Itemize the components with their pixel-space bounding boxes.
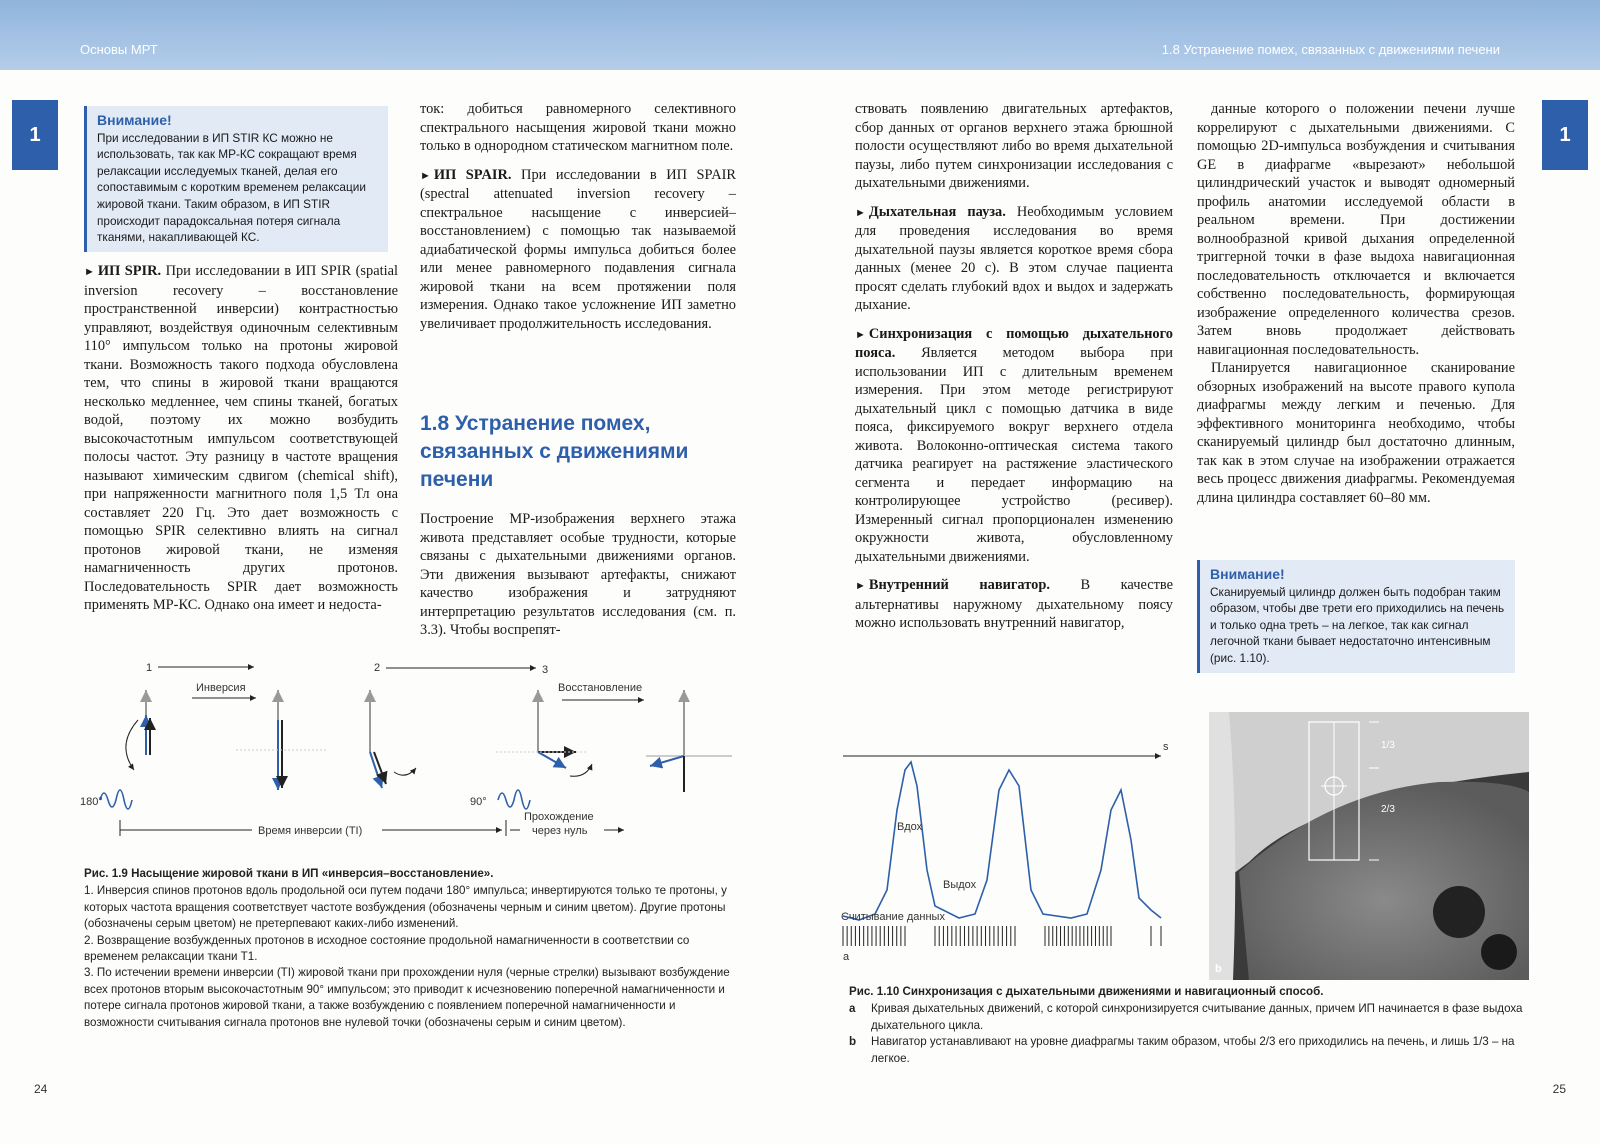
caption-item-b [849, 1034, 1529, 1067]
caption-letter: a [849, 1002, 856, 1016]
right-page [799, 0, 1600, 1144]
spir-text: При исследовании в ИП SPIR (spatial inversion recovery – восстановление пространственной инверсии) контрастностью управляют, воздействуя одиночным селективным 110° импульсом только на протоны жировой ткани. Возможность такого подхода обусловлена тем, что спины в жировой ткани вращаются несколько медленнее, чем спины тканей, богатых водой, поэтому их можно возбудить высокочастотным импульсом соответствующей полосы частот. Эту разницу в частоте вращения называют химическим сдвигом (chemical shift), при напряженности магнитного поля 1,5 Тл она составляет 220 Гц. Это дает возможность с помощью SPIR селективно влиять на сигнал протонов жировой ткани, не изменяя намагниченность других протонов. Последовательность SPIR дает возможность применять МР-КС. Однако она имеет и недоста- [84, 263, 398, 613]
navigator-mri-image [1209, 712, 1529, 980]
left-page [0, 0, 799, 1144]
blue-spin-arrow [538, 752, 566, 768]
navigator-heading: Внутренний навигатор. [868, 577, 1050, 593]
zero-label-2: через нуль [532, 825, 588, 837]
third-label: 1/3 [1381, 740, 1395, 751]
vessel [1433, 886, 1485, 938]
col2-paragraph-1: данные которого о положении печени лучше коррелируют с дыхательными движениями. С помощью 2D-импульса возбуждения и считывания GE в диафрагме «вырезают» небольшой цилиндрический участок и выводят одномерный профиль анатомии исследуемой области в реальном времени. При достижении волнообразной кривой дыхания определенной триггерной точки в фазе выдоха навигационная последовательность отключается и включается собственно последовательность, формирующая изображение определенного количества срезов. Затем вновь продолжает действовать навигационная последовательность. [1197, 101, 1515, 358]
warning-title: Внимание! [1210, 566, 1285, 582]
breathing-waveform [843, 762, 1161, 920]
readout-bars [843, 926, 1161, 946]
col2-paragraph-2: Планируется навигационное сканирование обзорных изображений на высоте правого купола диафрагмы между легким и печенью. Для эффективного мониторинга необходимо, чтобы сканируемый цилиндр был достаточно длинным, так как в этом случае на изображении отражается весь процесс движения диафрагмы. Рекомендуемая длина цилиндра составляет 60–80 мм. [1197, 360, 1515, 506]
warning-box [84, 106, 388, 252]
section-body [420, 510, 736, 650]
triangle-bullet-icon: ► [420, 169, 431, 182]
caption-item-1: 1. Инверсия спинов протонов вдоль продольной оси путем подачи 180° импульса; инвертируются только те протоны, у которых частота вращения соответствует частоте возбуждения (обозначены черным и синим цветом). Другие протоны (обозначены серым цветом) не претерпевают каких-либо изменений. [84, 884, 727, 931]
page-number-left: 24 [34, 1082, 48, 1096]
triangle-bullet-icon: ► [855, 328, 866, 341]
inhale-label: Вдох [897, 821, 923, 833]
figure-1-9-caption [84, 866, 738, 1031]
time-label: s [1163, 741, 1169, 753]
chapter-tab: 1 [12, 100, 58, 170]
warning-text: При исследовании в ИП STIR КС можно не использовать, так как МР-КС сокращают время релаксации исследуемых тканей, делая его сопоставимым с коротким временем релаксации жировой ткани. Таким образом, в ИП STIR происходит парадоксальная потеря сигнала тканями, накапливающей КС. [97, 130, 366, 245]
right-column-2 [1197, 100, 1515, 507]
panel-b-label: b [1215, 963, 1222, 975]
triangle-bullet-icon: ► [855, 580, 866, 592]
figure-1-10-caption [849, 984, 1529, 1067]
pulse-90-label: 90° [470, 796, 487, 808]
section-title [420, 410, 740, 494]
respiration-curve [839, 730, 1199, 980]
recovery-label: Восстановление [558, 682, 643, 694]
flip-arrow [126, 720, 138, 770]
rf-pulse-90-icon [498, 790, 530, 809]
warning-title: Внимание! [97, 112, 172, 128]
two-thirds-label: 2/3 [1381, 804, 1395, 815]
caption-title: Рис. 1.10 Синхронизация с дыхательными движениями и навигационный способ. [849, 985, 1324, 998]
right-running-header [799, 0, 1600, 70]
breath-pause-heading: Дыхательная пауза. [868, 203, 1006, 220]
step-1-label: 1 [146, 662, 153, 674]
blue-spin-arrow [650, 756, 684, 766]
page-number-right: 25 [1552, 1082, 1566, 1096]
triangle-bullet-icon: ► [84, 266, 95, 278]
left-header-text: Основы МРТ [80, 42, 158, 57]
warning-box [1197, 560, 1515, 673]
caption-letter: b [849, 1035, 857, 1049]
caption-text: Навигатор устанавливают на уровне диафрагмы таким образом, чтобы 2/3 его приходились на печень, и лишь 1/3 – на легкое. [871, 1035, 1515, 1065]
section-number: 1.8 [420, 412, 450, 435]
vessel [1481, 934, 1517, 970]
spir-heading: ИП SPIR. [97, 263, 162, 279]
belt-sync-heading: Синхронизация с помощью дыхательного пояса. [855, 325, 1173, 361]
pulse-180-label: 180° [80, 796, 103, 808]
left-column-2 [420, 100, 736, 343]
chapter-tab: 1 [1542, 100, 1588, 170]
col2-top-text: ток: добиться равномерного селективного спектрального насыщения жировой ткани можно только в однородном статическом магнитном поле. [420, 101, 736, 154]
warning-text: Сканируемый цилиндр должен быть подобран таким образом, чтобы две трети его приходились на печень и только одна треть – на легкое, так как сигнал легочной ткани бывает недостаточно интенсивным (рис. 1.10). [1210, 584, 1505, 665]
section-text: Построение МР-изображения верхнего этажа живота представляет особые трудности, которые связаны с дыхательными движениями органов. Эти движения вызывают артефакты, снижают качество изображения и затрудняют интерпретацию результатов исследования (см. п. 3.3). Чтобы воспрепят- [420, 511, 736, 638]
spair-heading: ИП SPAIR. [433, 166, 512, 183]
caption-item-a [849, 1001, 1529, 1034]
rotation-arrow [570, 764, 592, 776]
triangle-bullet-icon: ► [855, 206, 866, 219]
breath-pause-text: Необходимым условием для проведения исследования во время дыхательной паузы является короткое время сбора данных (менее 20 с). В этом случае пациента просят сделать глубокий вдох и выдох и задержать дыхание. [855, 203, 1173, 313]
right-header-text: 1.8 Устранение помех, связанных с движениями печени [1161, 42, 1500, 57]
caption-title: Рис. 1.9 Насыщение жировой ткани в ИП «инверсия–восстановление». [84, 867, 494, 880]
rf-pulse-180-icon [100, 790, 132, 809]
navigator-text: В качестве альтернативы наружному дыхательному поясу можно использовать внутренний навигатор, [855, 577, 1173, 631]
figure-1-9-diagram [76, 660, 756, 860]
right-column-1 [855, 100, 1173, 643]
exhale-label: Выдох [943, 879, 977, 891]
body-wall [1209, 712, 1235, 980]
col1-top-text: ствовать появлению двигательных артефактов, сбор данных от органов верхнего этажа брюшной полости осуществляют либо во время дыхательной паузы, либо путем синхронизации исследования с дыхательными движениями. [855, 101, 1173, 191]
spair-text: При исследовании в ИП SPAIR (spectral attenuated inversion recovery – спектральное насыщение с инверсией–восстановлением) с помощью так называемой адиабатической формы импульса добиться более или менее равномерного подавления сигнала жировой ткани на всем протяжении поля измерения. Однако такое усложнение ИП заметно увеличивает продолжительность исследования. [420, 166, 736, 332]
step-2-label: 2 [374, 662, 381, 674]
caption-item-2: 2. Возвращение возбужденных протонов в исходное состояние продольной намагниченности в соответствии со временем релаксации ткани Т1. [84, 933, 690, 964]
section-title-text: Устранение помех, связанных с движениями печени [420, 412, 689, 491]
panel-a-label: a [843, 951, 850, 963]
belt-sync-text: Является методом выбора при использовании ИП с длительным временем измерения. При этом методе регистрируют дыхательный цикл с помощью датчика в виде пояса, фиксируемого вокруг верхнего отдела живота. Волоконно-оптическая система такого датчика реагирует на растяжение эластического сегмента и передает информацию на контролирующее устройство (ресивер). Измеренный сигнал пропорционален изменению окружности живота, обусловленному дыхательными движениями. [855, 345, 1173, 565]
caption-item-3: 3. По истечении времени инверсии (TI) жировой ткани при прохождении нуля (черные стрелки) вызывают возбуждение всех протонов вторым высокочастотным 90° импульсом; это приводит к исчезновению поперечной намагниченности и потере сигнала протонов жировой ткани, а также возбуждению с появлением поперечной намагниченности и возможности считывания сигнала протонов вне нулевой точки (обозначены серым и синим цветом). [84, 966, 730, 1029]
rotation-arrow [394, 768, 416, 775]
mri-svg [1209, 712, 1529, 980]
step-3-label: 3 [542, 664, 549, 676]
readout-label: Считывание данных [841, 911, 945, 923]
zero-label-1: Прохождение [524, 811, 594, 823]
ti-label: Время инверсии (TI) [258, 825, 363, 837]
left-running-header [0, 0, 799, 70]
left-column-1 [84, 262, 398, 625]
caption-text: Кривая дыхательных движений, с которой синхронизируется считывание данных, причем ИП начинается в фазе выдоха дыхательного цикла. [871, 1002, 1523, 1032]
inversion-label: Инверсия [196, 682, 246, 694]
